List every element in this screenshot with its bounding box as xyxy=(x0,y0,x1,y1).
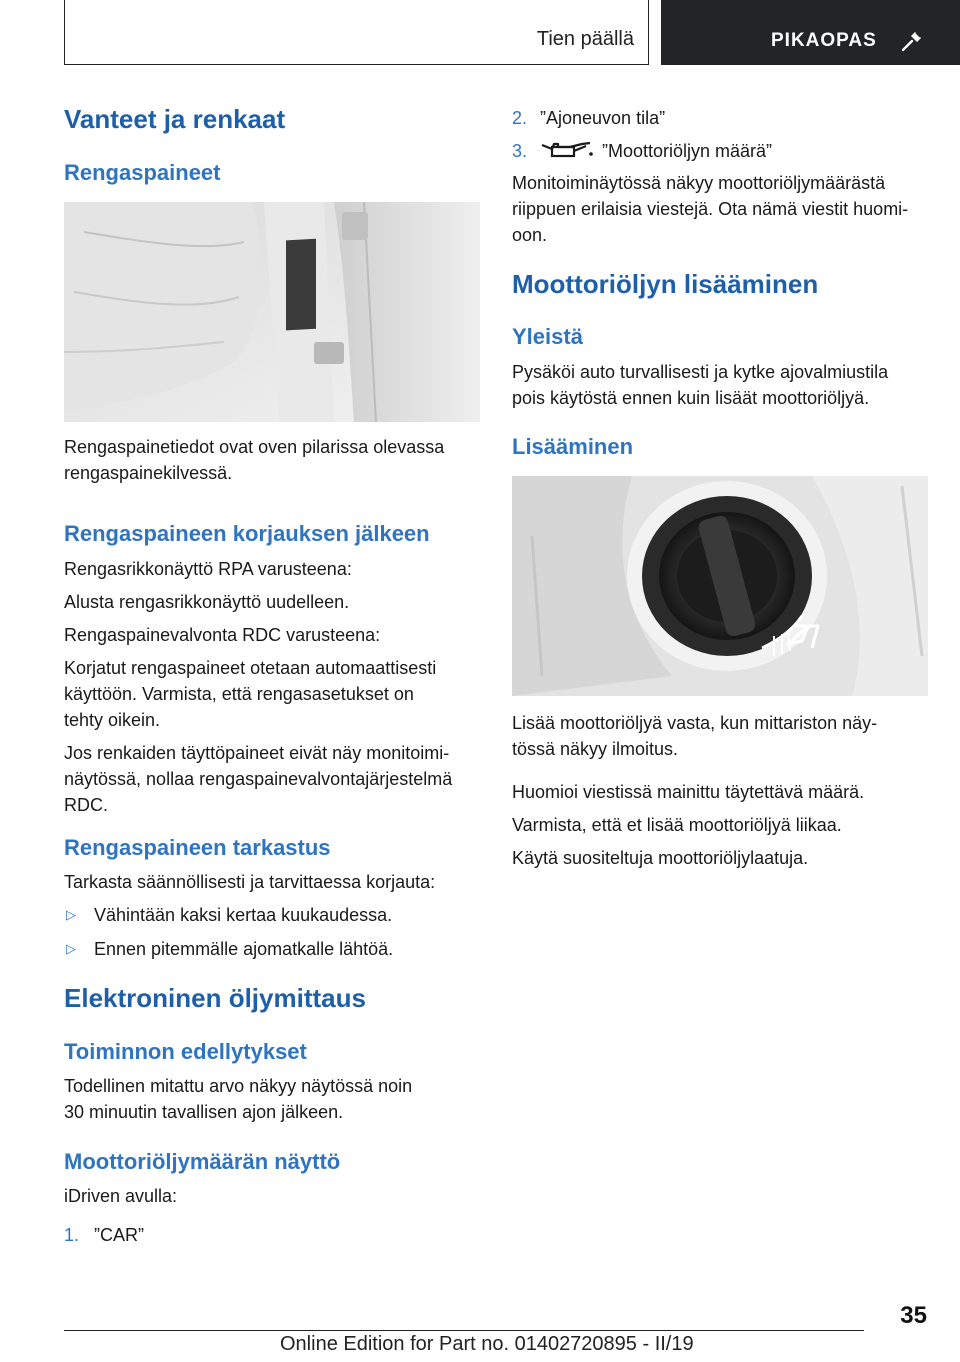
step-number: 2. xyxy=(512,108,528,128)
step-car: ”CAR” xyxy=(94,1225,144,1245)
step-oil-level: ”Moottoriöljyn määrä” xyxy=(602,141,773,161)
text-pressure-info-2: rengaspainekilvessä. xyxy=(64,463,233,483)
heading-general: Yleistä xyxy=(512,324,583,349)
heading-electronic-oil: Elektroninen öljymittaus xyxy=(64,983,366,1013)
text-monitor-3: oon. xyxy=(512,225,548,245)
text-grades: Käytä suositeltuja moottoriöljylaatuja. xyxy=(512,848,809,868)
heading-wheels-tyres: Vanteet ja renkaat xyxy=(64,104,286,134)
footer-rule xyxy=(64,1330,864,1331)
step-number: 1. xyxy=(64,1225,80,1245)
header-guide-label: PIKAOPAS xyxy=(771,30,877,51)
bullet-item: Vähintään kaksi kertaa kuukaudessa. xyxy=(94,905,393,925)
text-no-display-3: RDC. xyxy=(64,795,108,815)
text-conditions-1: Todellinen mitattu arvo näkyy näytössä noin xyxy=(64,1076,413,1096)
header-section-tab xyxy=(64,0,649,65)
door-pillar-photo xyxy=(64,202,480,422)
text-add-1: Lisää moottoriöljyä vasta, kun mittariston näy- xyxy=(512,713,878,733)
text-rpa: Rengasrikkonäyttö RPA varusteena: xyxy=(64,559,352,579)
text-monitor-1: Monitoiminäytössä näkyy moottoriöljymäärästä xyxy=(512,173,886,193)
text-overfill: Varmista, että et lisää moottoriöljyä liikaa. xyxy=(512,815,842,835)
text-idrive: iDriven avulla: xyxy=(64,1186,178,1206)
bullet-marker: ▷ xyxy=(66,907,76,922)
heading-tyre-pressures: Rengaspaineet xyxy=(64,160,221,185)
text-note: Huomioi viestissä mainittu täytettävä määrä. xyxy=(512,782,865,802)
text-check: Tarkasta säännöllisesti ja tarvittaessa korjauta: xyxy=(64,872,436,892)
text-conditions-2: 30 minuutin tavallisen ajon jälkeen. xyxy=(64,1102,344,1122)
wrench-icon xyxy=(899,28,925,54)
heading-adding: Lisääminen xyxy=(512,434,634,459)
text-rdc-3: tehty oikein. xyxy=(64,710,161,730)
bullet-marker: ▷ xyxy=(66,941,76,956)
header-guide-tab xyxy=(661,0,960,65)
header-section-title: Tien päällä xyxy=(536,28,634,50)
text-add-2: tössä näkyy ilmoitus. xyxy=(512,739,679,759)
edition-note: Online Edition for Part no. 01402720895 - II/19 xyxy=(280,1333,694,1355)
step-vehicle-status: ”Ajoneuvon tila” xyxy=(540,108,666,128)
text-rdc-1: Korjatut rengaspaineet otetaan automaattisesti xyxy=(64,658,437,678)
heading-adding-oil: Moottoriöljyn lisääminen xyxy=(512,269,819,299)
text-general-2: pois käytöstä ennen kuin lisäät moottoriöljyä. xyxy=(512,388,870,408)
oil-can-icon xyxy=(540,139,596,161)
step-number: 3. xyxy=(512,141,528,161)
text-rpa-reset: Alusta rengasrikkonäyttö uudelleen. xyxy=(64,592,350,612)
text-monitor-2: riippuen erilaisia viestejä. Ota nämä viestit huomi- xyxy=(512,199,909,219)
bullet-item: Ennen pitemmälle ajomatkalle lähtöä. xyxy=(94,939,394,959)
heading-after-correction: Rengaspaineen korjauksen jälkeen xyxy=(64,521,430,546)
text-no-display-2: näytössä, nollaa rengaspainevalvontajärjestelmä xyxy=(64,769,453,789)
text-rdc-2: käyttöön. Varmista, että rengasasetukset on xyxy=(64,684,414,704)
page-number: 35 xyxy=(900,1302,927,1329)
oil-filler-cap-photo xyxy=(512,476,928,696)
text-pressure-info-1: Rengaspainetiedot ovat oven pilarissa olevassa xyxy=(64,437,445,457)
heading-pressure-check: Rengaspaineen tarkastus xyxy=(64,835,331,860)
heading-oil-display: Moottoriöljymäärän näyttö xyxy=(64,1149,341,1174)
text-rdc: Rengaspainevalvonta RDC varusteena: xyxy=(64,625,381,645)
text-no-display-1: Jos renkaiden täyttöpaineet eivät näy monitoimi- xyxy=(64,743,450,763)
text-general-1: Pysäköi auto turvallisesti ja kytke ajovalmiustila xyxy=(512,362,889,382)
heading-conditions: Toiminnon edellytykset xyxy=(64,1039,307,1064)
